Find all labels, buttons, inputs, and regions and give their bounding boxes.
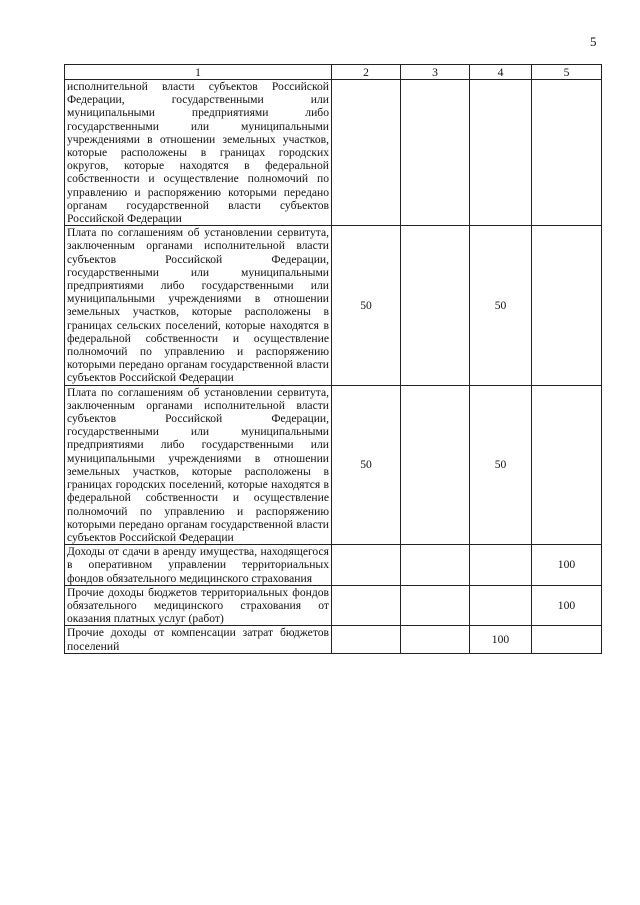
table-header-row xyxy=(65,65,602,80)
header-col-1: 1 xyxy=(65,65,332,80)
row-description: исполнительной власти субъектов Российской Федерации, государственными или муниципальными предприятиями либо государственными или муниципальными учреждениями в отношении земельных участков, которые расположены в границах городских округов, которые находятся в федеральной собственности и осуществление полномочий по управлению и распоряжению которыми передано органам государственной власти субъектов Российской Федерации xyxy=(65,80,332,226)
row-col-2 xyxy=(332,585,401,626)
header-col-2: 2 xyxy=(332,65,401,80)
row-col-3 xyxy=(401,80,470,226)
row-col-2: 50 xyxy=(332,385,401,544)
header-col-3: 3 xyxy=(401,65,470,80)
table-row xyxy=(65,385,602,544)
row-col-5: 100 xyxy=(532,545,602,586)
row-col-2 xyxy=(332,626,401,653)
row-col-3 xyxy=(401,385,470,544)
row-col-3 xyxy=(401,226,470,385)
header-col-4: 4 xyxy=(470,65,532,80)
row-col-4 xyxy=(470,585,532,626)
row-description: Доходы от сдачи в аренду имущества, находящегося в оперативном управлении территориальных фондов обязательного медицинского страхования xyxy=(65,545,332,586)
header-col-5: 5 xyxy=(532,65,602,80)
table-row xyxy=(65,626,602,653)
table-row xyxy=(65,80,602,226)
row-col-5 xyxy=(532,626,602,653)
row-col-5 xyxy=(532,226,602,385)
row-col-2 xyxy=(332,80,401,226)
row-description: Плата по соглашениям об установлении сервитута, заключенным органами исполнительной власти субъектов Российской Федерации, государственными или муниципальными предприятиями либо государственными или муниципальными учреждениями в отношении земельных участков, которые расположены в границах городских поселений, которые находятся в федеральной собственности и осуществление полномочий по управлению и распоряжению которыми передано органам государственной власти субъектов Российской Федерации xyxy=(65,385,332,544)
row-col-4 xyxy=(470,80,532,226)
page-number: 5 xyxy=(590,34,597,49)
row-col-5 xyxy=(532,385,602,544)
revenue-table xyxy=(64,64,602,654)
row-col-2: 50 xyxy=(332,226,401,385)
row-col-3 xyxy=(401,545,470,586)
row-col-3 xyxy=(401,585,470,626)
table-row xyxy=(65,226,602,385)
row-col-5: 100 xyxy=(532,585,602,626)
row-col-3 xyxy=(401,626,470,653)
row-description: Прочие доходы бюджетов территориальных фондов обязательного медицинского страхования от оказания платных услуг (работ) xyxy=(65,585,332,626)
row-col-2 xyxy=(332,545,401,586)
row-col-4: 50 xyxy=(470,385,532,544)
row-col-4 xyxy=(470,545,532,586)
row-description: Плата по соглашениям об установлении сервитута, заключенным органами исполнительной власти субъектов Российской Федерации, государственными или муниципальными предприятиями либо государственными или муниципальными учреждениями в отношении земельных участков, которые расположены в границах сельских поселений, которые находятся в федеральной собственности и осуществление полномочий по управлению и распоряжению которыми передано органам государственной власти субъектов Российской Федерации xyxy=(65,226,332,385)
table-row xyxy=(65,585,602,626)
row-col-4: 100 xyxy=(470,626,532,653)
row-description: Прочие доходы от компенсации затрат бюджетов поселений xyxy=(65,626,332,653)
row-col-4: 50 xyxy=(470,226,532,385)
table-row xyxy=(65,545,602,586)
row-col-5 xyxy=(532,80,602,226)
